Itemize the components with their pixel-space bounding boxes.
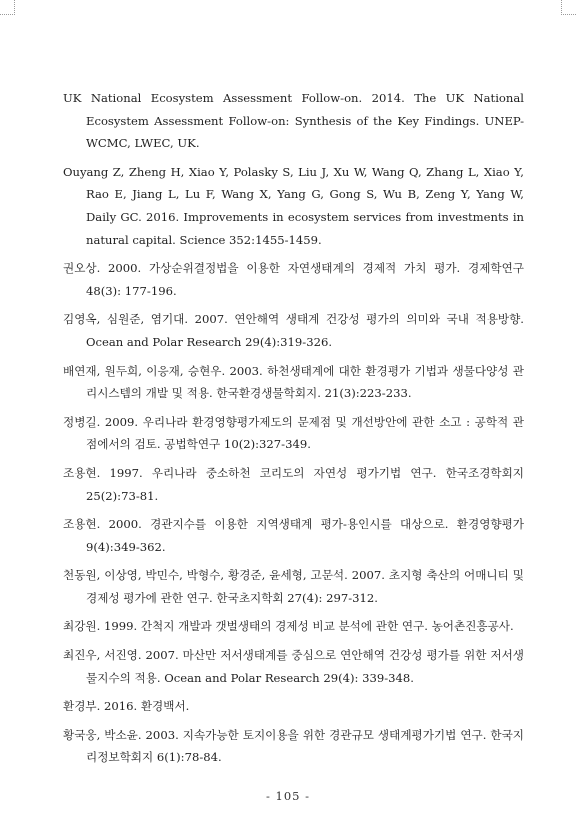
- reference-entry: Ouyang Z, Zheng H, Xiao Y, Polasky S, Liu J, Xu W, Wang Q, Zhang L, Xiao Y, Rao E, Jiang L, Lu F, Wang X, Yang G, Gong S, Wu B, Zeng Y, Yang W, Daily GC. 2016. Improvements in ecosystem services from investments in natural capital. Science 352:1455-1459.: [63, 164, 524, 247]
- reference-entry: 황국웅, 박소윤. 2003. 지속가능한 토지이용을 위한 경관규모 생태계평가기법 연구. 한국지리정보학회지 6(1):78-84.: [63, 727, 524, 765]
- reference-list: [63, 87, 524, 775]
- reference-entry: 최강원. 1999. 간척지 개발과 갯벌생태의 경제성 비교 분석에 관한 연구. 농어촌진흥공사.: [63, 619, 514, 634]
- reference-entry: 조용현. 1997. 우리나라 중소하천 코리도의 자연성 평가기법 연구. 한국조경학회지 25(2):73-81.: [63, 465, 524, 503]
- reference-entry: 최진우, 서진영. 2007. 마산만 저서생태계를 중심으로 연안해역 건강성 평가를 위한 저서생물지수의 적용. Ocean and Polar Research 29(4): 339-348.: [63, 648, 524, 685]
- crop-mark-top-left: [0, 0, 15, 15]
- reference-entry: 천동원, 이상영, 박민수, 박형수, 황경준, 윤세형, 고문석. 2007. 초지형 축산의 어매니티 및 경제성 평가에 관한 연구. 한국초지학회 27(4): 297-312.: [63, 568, 524, 605]
- reference-entry: 정병길. 2009. 우리나라 환경영향평가제도의 문제점 및 개선방안에 관한 소고 : 공학적 관점에서의 검토. 공법학연구 10(2):327-349.: [63, 414, 524, 452]
- reference-entry: 환경부. 2016. 환경백서.: [63, 699, 190, 714]
- reference-entry: 배연재, 원두희, 이응재, 승현우. 2003. 하천생태계에 대한 환경평가 기법과 생물다양성 관리시스템의 개발 및 적용. 한국환경생물학회지. 21(3):223-233.: [63, 363, 524, 401]
- reference-entry: 조용현. 2000. 경관지수를 이용한 지역생태계 평가-용인시를 대상으로. 환경영향평가 9(4):349-362.: [63, 517, 524, 554]
- reference-entry: 김영옥, 심원준, 염기대. 2007. 연안해역 생태계 건강성 평가의 의미와 국내 적용방향. Ocean and Polar Research 29(4):319-326.: [63, 312, 524, 349]
- page-number: - 105 -: [265, 789, 311, 803]
- reference-entry: 권오상. 2000. 가상순위결정법을 이용한 자연생태계의 경제적 가치 평가. 경제학연구 48(3): 177-196.: [63, 261, 524, 298]
- reference-entry: UK National Ecosystem Assessment Follow-on. 2014. The UK National Ecosystem Assessment Follow-on: Synthesis of the Key Findings. UNEP-WCMC, LWEC, UK.: [63, 91, 524, 151]
- crop-mark-top-right: [561, 0, 576, 15]
